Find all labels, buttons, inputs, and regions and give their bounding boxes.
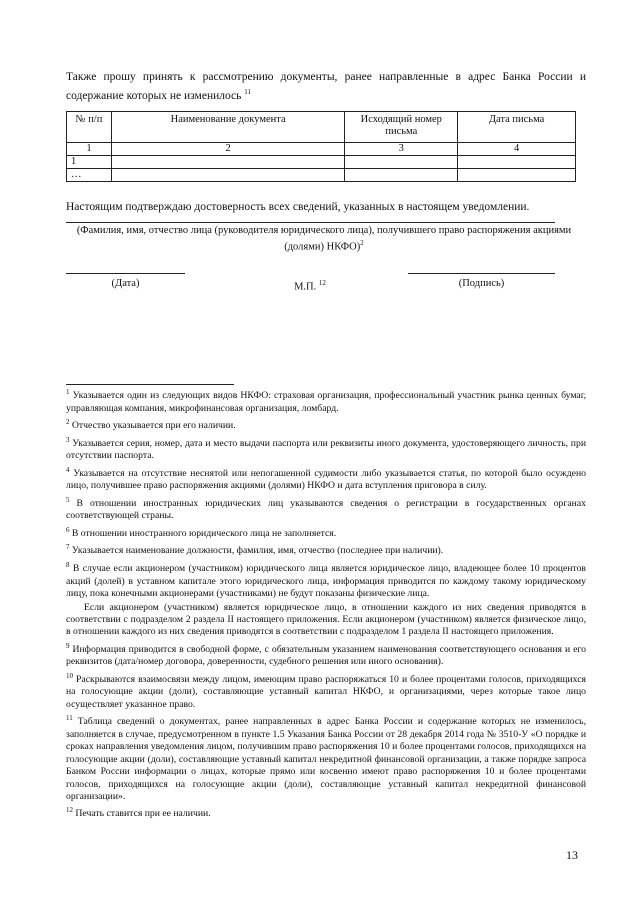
footnote: $^8$ В случае если акционером (участником) юридического лица является юридическое лицо, владеющее более 10 процентов акций (долей) в уставном капитале этого юридического лица, информация приводится по каждому такому юридическому лицу, пока конечными акционерами (участниками) не будут показаны физические лица. [66,561,586,600]
stamp-label: М.П. $^{12}$ [294,279,326,293]
table-cell: 2 [111,143,344,156]
table-cell [111,169,344,182]
footnote: $^7$ Указывается наименование должности, фамилия, имя, отчество (последнее при наличии). [66,543,444,557]
table-header-row [67,112,576,143]
table-cell [111,156,344,169]
footnote: $^1$ Указывается один из следующих видов НКФО: страховая организация, профессиональный участник рынка ценных бумаг, управляющая компания, микрофинансовая организация, ломбард. [66,388,587,414]
stamp-footnote-ref: 12 [318,279,326,287]
footnote: $^3$ Указывается серия, номер, дата и место выдачи паспорта или реквизиты иного документа, удостоверяющего личность, при отсутствии паспорта. [66,435,587,462]
table-row [67,156,576,169]
name-signature-line [66,222,555,223]
table-row [67,169,576,182]
footnote: $^4$ Указывается на отсутствие неснятой или непогашенной судимости либо указывается статья, по которой было осуждено лицо, получившее право распоряжения акциями (долями) НКФО и дата вступления приговора в силу. [66,465,587,492]
page-number: 13 [566,848,578,862]
date-line [66,273,185,274]
header-outgoing-number: Исходящий номер письма [345,112,458,143]
footnote: $^{11}$ Таблица сведений о документах, ранее направленных в адрес Банка России и содержание которых не изменилось, заполняется в случае, предусмотренном в пункте 1.5 Указания Банка России от 28 декабря 2014 года № 3510-У «О порядке и сроках направления уведомления лицом, получившим право распоряжения 10 и более процентами голосов, приходящихся на голосующие акции (доли), составляющие уставный капитал некредитной финансовой организации, а также порядке запроса Банком России информации о лицах, которые прямо или косвенно имеют право распоряжения 10 и более процентами голосов, приходящихся на голосующие акции (доли), составляющие уставный капитал некредитной финансовой организации». [66,714,587,802]
signature-line [408,273,555,274]
footnote: $^{12}$ Печать ставится при ее наличии. [66,806,211,820]
table-cell [458,156,576,169]
confirmation-text: Настоящим подтверждаю достоверность всех сведений, указанных в настоящем уведомлении. [66,201,530,213]
table-cell [345,169,458,182]
table-cell: 1 [67,143,112,156]
header-document-name: Наименование документа [111,112,344,143]
footnote: $^{10}$ Раскрываются взаимосвязи между лицом, имеющим право распоряжаться 10 и более процентами голосов, приходящихся на голосующие акции (доли), составляющие уставный капитал НКФО, и организациями, через которые такое лицо осуществляет указанное право. [66,671,586,710]
intro-footnote-ref: 11 [244,88,251,96]
footnote: $^2$ Отчество указывается при его наличии. [66,418,236,432]
date-label: (Дата) [111,278,140,289]
table-row [67,143,576,156]
footnotes [66,386,586,822]
table-cell [458,169,576,182]
footnote-divider [66,384,234,385]
table-cell: 4 [458,143,576,156]
header-row-number: № п/п [67,112,112,143]
table-cell: … [67,169,112,182]
footnote: $^6$ В отношении иностранного юридического лица не заполняется. [66,525,337,540]
table-cell [345,156,458,169]
name-label: (Фамилия, имя, отчество лица (руководителя юридического лица), получившего право распоряжения акциями (долями) НКФО)$^2$ [76,225,572,253]
name-footnote-ref: 2 [360,239,364,247]
footnote-continuation: Если акционером (участником) является юридическое лицо, в отношении каждого из них сведения приводятся в соответствии с подразделом 2 раздела II настоящего приложения. Если акционером (участником) является физическое лицо, в отношении каждого из них сведения приводятся в соответствии с подразделом 1 раздела II настоящего приложения. [66,601,586,638]
intro-text: Также прошу принять к рассмотрению документы, ранее направленные в адрес Банка России и содержание которых не изменилось [66,71,586,102]
signature-label: (Подпись) [458,278,505,289]
table-cell: 3 [345,143,458,156]
footnote: $^9$ Информация приводится в свободной форме, с обязательным указанием наименования соответствующего основания и его реквизитов (дата/номер договора, доверенности, судебного решения или иного основания). [66,641,586,668]
intro-paragraph [66,70,586,104]
header-letter-date: Дата письма [458,112,576,143]
table-cell: 1 [67,156,112,169]
documents-table [66,111,576,182]
footnote: $^5$ В отношении иностранных юридических лиц указываются сведения о регистрации в государственных органах соответствующей страны. [66,495,586,522]
